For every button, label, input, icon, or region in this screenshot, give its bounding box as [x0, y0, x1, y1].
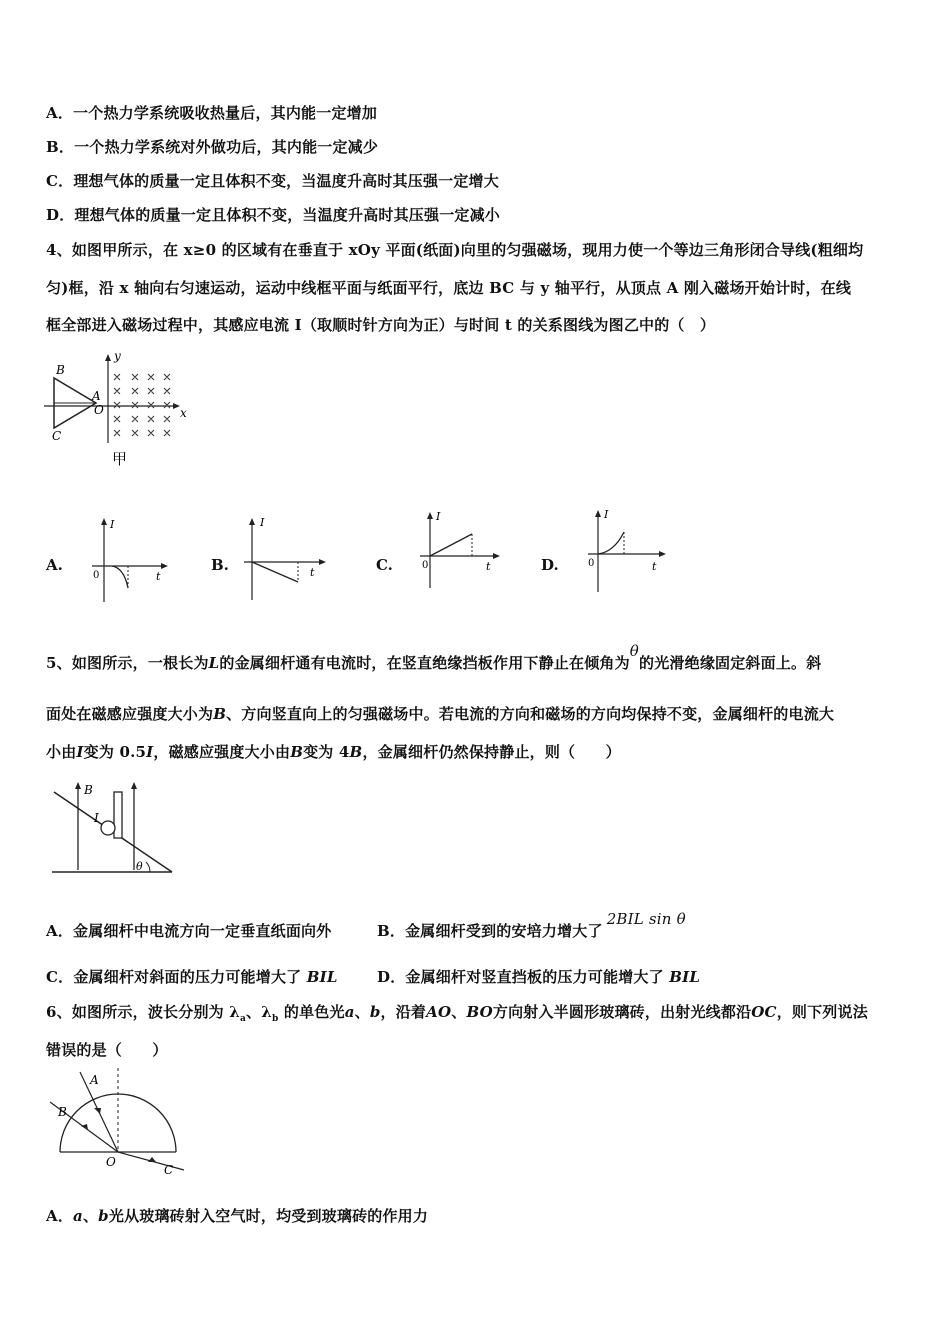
svg-text:θ: θ	[136, 860, 143, 873]
q5-option-b: B．金属细杆受到的安培力增大了2BIL sin θ	[377, 910, 686, 940]
label-x: x	[180, 406, 187, 420]
svg-text:t: t	[652, 560, 657, 573]
q6-semicircle-figure	[44, 1066, 194, 1178]
q4-option-b-label: B.	[211, 556, 229, 574]
svg-text:0: 0	[93, 570, 100, 581]
q6-stem-line2: 错误的是（ ）	[46, 1041, 168, 1059]
q5-stem-line3: 小由I变为 0.5I，磁感应强度大小由B变为 4B，金属细杆仍然保持静止，则（ ）	[46, 743, 621, 761]
svg-text:I: I	[436, 510, 441, 523]
q4-graph-d	[580, 506, 670, 596]
svg-text:0: 0	[422, 560, 429, 571]
magnetic-field-crosses	[114, 374, 170, 436]
q5-incline-figure	[50, 780, 180, 880]
optb-formula: 2BIL sin θ	[606, 910, 686, 928]
q3-option-c: C．理想气体的质量一定且体积不变，当温度升高时其压强一定增大	[46, 172, 499, 190]
svg-text:O: O	[106, 1155, 116, 1169]
svg-text:B: B	[58, 1105, 67, 1119]
svg-text:I: I	[604, 508, 609, 521]
q4-option-c-label: C.	[376, 556, 393, 574]
q5-option-d: D．金属细杆对竖直挡板的压力可能增大了 BIL	[377, 968, 701, 986]
q4-figure-jia	[44, 348, 194, 473]
q3-option-a: A．一个热力学系统吸收热量后，其内能一定增加	[46, 104, 378, 122]
svg-text:t: t	[156, 570, 161, 583]
label-y: y	[114, 349, 121, 363]
q5-option-c: C．金属细杆对斜面的压力可能增大了 BIL	[46, 968, 338, 986]
q4-stem-line1: 4、如图甲所示，在 x≥0 的区域有在垂直于 xOy 平面(纸面)向里的匀强磁场，现用力使一个等边三角形闭合导线(粗细均	[46, 241, 864, 259]
svg-text:t: t	[310, 566, 315, 579]
q5-option-a: A．金属细杆中电流方向一定垂直纸面向外	[46, 922, 332, 940]
label-a: A	[92, 389, 101, 403]
q3-option-d: D．理想气体的质量一定且体积不变，当温度升高时其压强一定减小	[46, 206, 501, 224]
q3-option-b: B．一个热力学系统对外做功后，其内能一定减少	[46, 138, 379, 156]
q5-stem-line2: 面处在磁感应强度大小为B、方向竖直向上的匀强磁场中。若电流的方向和磁场的方向均保持不变，金属细杆的电流大	[46, 705, 835, 723]
svg-text:B: B	[84, 783, 93, 797]
q4-stem-line3: 框全部进入磁场过程中，其感应电流 I（取顺时针方向为正）与时间 t 的关系图线为图乙中的（ ）	[46, 316, 716, 334]
svg-text:A: A	[90, 1073, 99, 1087]
label-c: C	[52, 429, 62, 443]
q4-stem-line2: 匀)框，沿 x 轴向右匀速运动，运动中线框平面与纸面平行，底边 BC 与 y 轴平行，从顶点 A 刚入磁场开始计时，在线	[46, 279, 852, 297]
figure-caption: 甲	[112, 450, 128, 468]
q4-option-a-label: A.	[46, 556, 63, 574]
q4-graph-c	[412, 508, 507, 593]
q4-graph-a	[88, 514, 173, 604]
q6-stem-line1: 6、如图所示，波长分别为 $\lambda_a$、$\lambda_b$ 的单色光a、b，沿着AO、BO方向射入半圆形玻璃砖，出射光线都沿OC，则下列说法	[46, 1003, 868, 1024]
svg-text:I: I	[94, 811, 99, 825]
q6-option-a: A．a、b光从玻璃砖射入空气时，均受到玻璃砖的作用力	[46, 1207, 429, 1225]
svg-text:I: I	[260, 516, 265, 529]
label-o: O	[94, 403, 104, 417]
svg-text:I: I	[110, 518, 115, 531]
q5-stem-line1: 5、如图所示，一根长为L的金属细杆通有电流时，在竖直绝缘挡板作用下静止在倾角为θ的光滑绝缘固定斜面上。斜	[46, 642, 822, 672]
q4-option-d-label: D.	[541, 556, 559, 574]
theta-symbol: θ	[629, 642, 640, 660]
label-b: B	[56, 363, 65, 377]
svg-text:C: C	[164, 1163, 174, 1177]
svg-text:0: 0	[588, 558, 595, 569]
q4-graph-b	[240, 514, 330, 604]
svg-text:t: t	[486, 560, 491, 573]
